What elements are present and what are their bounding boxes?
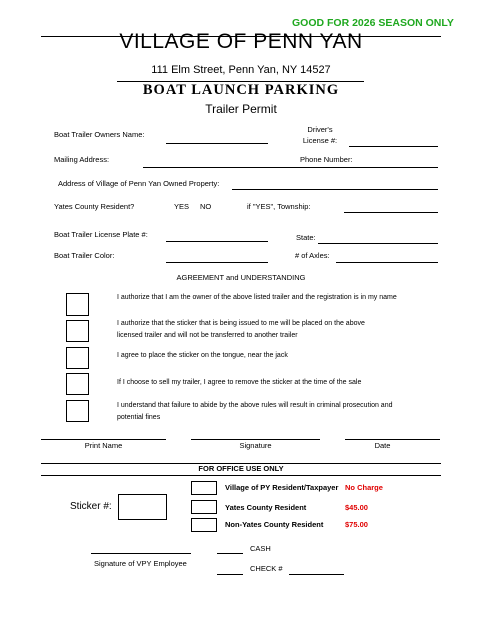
permit-type: Trailer Permit xyxy=(205,102,277,116)
township-field[interactable] xyxy=(344,212,438,213)
no-option[interactable]: NO xyxy=(200,202,212,211)
agreement-text-2: I authorize that the sticker that is being issued to me will be placed on the above licensed trailer and will not be transferred to another trailer xyxy=(117,320,365,339)
agreement-checkbox-2[interactable] xyxy=(66,320,89,342)
property-address-label: Address of Village of Penn Yan Owned Property: xyxy=(58,179,220,188)
sticker-label: Sticker #: xyxy=(70,501,112,512)
yates-label: Yates County Resident xyxy=(225,503,307,512)
employee-signature-field[interactable] xyxy=(91,553,191,554)
cash-label: CASH xyxy=(250,544,271,553)
page-title: VILLAGE OF PENN YAN xyxy=(119,30,363,53)
resident-checkbox[interactable] xyxy=(191,481,217,495)
state-label: State: xyxy=(296,233,316,242)
yes-option[interactable]: YES xyxy=(174,202,190,211)
season-notice: GOOD FOR 2026 SEASON ONLY xyxy=(292,17,454,29)
color-field[interactable] xyxy=(166,262,268,263)
print-name-field[interactable] xyxy=(41,439,166,440)
signature-field[interactable] xyxy=(191,439,320,440)
yates-checkbox[interactable] xyxy=(191,500,217,514)
agreement-text-4: If I choose to sell my trailer, I agree to remove the sticker at the time of the sale xyxy=(117,379,362,386)
office-heading-rule xyxy=(41,475,441,476)
agreement-text-5: I understand that failure to abide by the above rules will result in criminal prosecution and potential fines xyxy=(117,402,393,421)
agreement-checkbox-5[interactable] xyxy=(66,400,89,422)
axles-label: # of Axles: xyxy=(295,251,330,260)
state-field[interactable] xyxy=(318,243,438,244)
mailing-address-label: Mailing Address: xyxy=(54,155,110,164)
form-subtitle: BOAT LAUNCH PARKING xyxy=(142,82,340,98)
license-label-2: License #: xyxy=(302,136,338,145)
agreement-text-1: I authorize that I am the owner of the above listed trailer and the registration is in my name xyxy=(117,294,397,301)
print-name-label: Print Name xyxy=(84,441,123,450)
owner-name-field[interactable] xyxy=(166,143,268,144)
non-yates-label: Non-Yates County Resident xyxy=(225,520,324,529)
license-field[interactable] xyxy=(349,146,438,147)
owner-name-label: Boat Trailer Owners Name: xyxy=(54,130,145,139)
agreement-checkbox-1[interactable] xyxy=(66,293,89,316)
color-label: Boat Trailer Color: xyxy=(54,251,115,260)
check-label: CHECK # xyxy=(250,564,283,573)
agreement-checkbox-3[interactable] xyxy=(66,347,89,369)
license-label-1: Driver's xyxy=(307,125,333,134)
sticker-field[interactable] xyxy=(118,494,167,520)
cash-field[interactable] xyxy=(217,553,243,554)
check-number-field[interactable] xyxy=(289,574,344,575)
mailing-address-field[interactable] xyxy=(143,167,438,168)
employee-label: Signature of VPY Employee xyxy=(94,559,187,568)
office-heading: FOR OFFICE USE ONLY xyxy=(198,464,284,473)
agreement-text-3: I agree to place the sticker on the tongue, near the jack xyxy=(117,352,288,359)
signature-label: Signature xyxy=(239,441,272,450)
check-checkbox-line[interactable] xyxy=(217,574,243,575)
yates-resident-label: Yates County Resident? xyxy=(54,202,135,211)
non-yates-checkbox[interactable] xyxy=(191,518,217,532)
agreement-heading: AGREEMENT and UNDERSTANDING xyxy=(176,273,306,282)
date-label: Date xyxy=(374,441,391,450)
phone-label: Phone Number: xyxy=(300,155,353,164)
non-yates-charge: $75.00 xyxy=(345,520,368,529)
yates-charge: $45.00 xyxy=(345,503,368,512)
property-address-field[interactable] xyxy=(232,189,438,190)
agreement-checkbox-4[interactable] xyxy=(66,373,89,395)
resident-label: Village of PY Resident/Taxpayer xyxy=(225,483,339,492)
resident-charge: No Charge xyxy=(345,483,383,492)
plate-field[interactable] xyxy=(166,241,268,242)
date-field[interactable] xyxy=(345,439,440,440)
axles-field[interactable] xyxy=(336,262,438,263)
plate-label: Boat Trailer License Plate #: xyxy=(54,230,148,239)
township-label: if "YES", Township: xyxy=(247,202,311,211)
address: 111 Elm Street, Penn Yan, NY 14527 xyxy=(151,64,331,76)
